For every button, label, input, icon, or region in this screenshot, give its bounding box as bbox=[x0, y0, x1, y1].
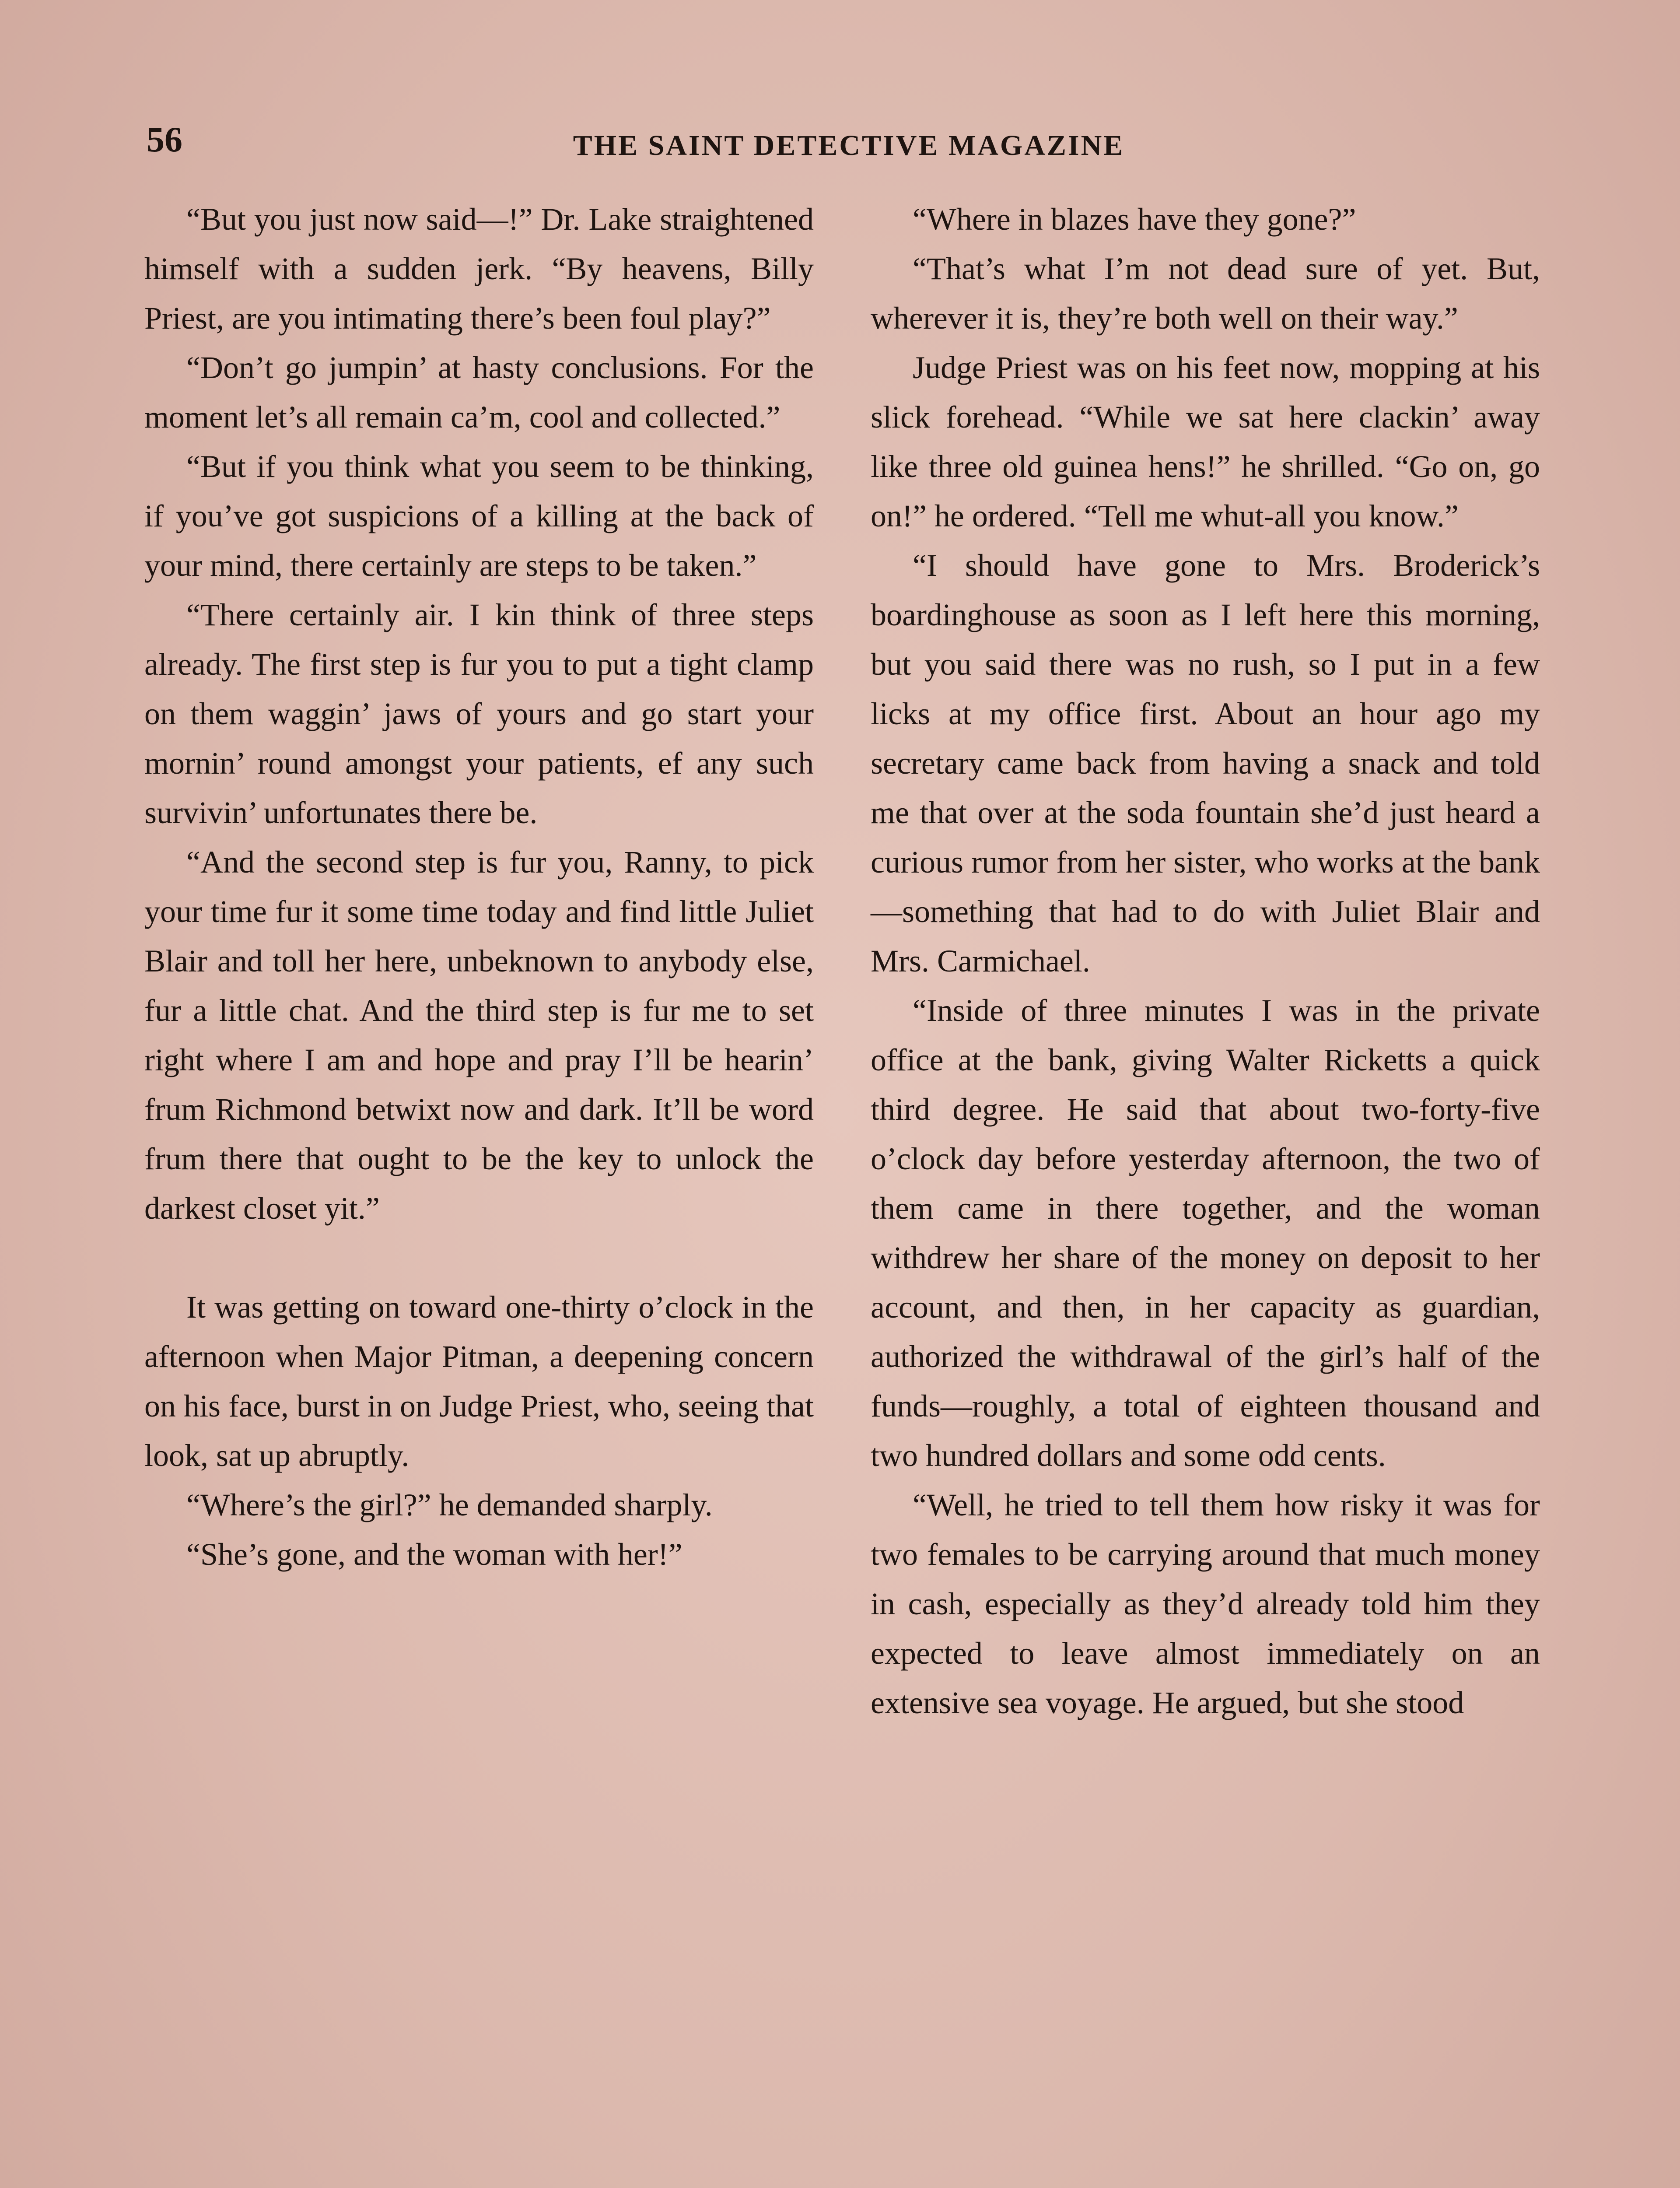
left-column bbox=[144, 195, 814, 1579]
paragraph: “And the second step is fur you, Ranny, to pick your time fur it some time today and find little Juliet Blair and toll her here, unbeknown to anybody else, fur a little chat. And the third step is fur me to set right where I am and hope and pray I’ll be hearin’ frum Richmond betwixt now and dark. It’ll be word frum there that ought to be the key to unlock the darkest closet yit.” bbox=[144, 845, 814, 1226]
paragraph: Judge Priest was on his feet now, mopping at his slick forehead. “While we sat here clackin’ away like three old guinea hens!” he shrilled. “Go on, go on!” he ordered. “Tell me whut-all you know.” bbox=[871, 350, 1540, 533]
right-column bbox=[871, 195, 1540, 1728]
paragraph: “But you just now said—!” Dr. Lake straightened himself with a sudden jerk. “By heavens, Billy Priest, are you intimating there’s been foul play?” bbox=[144, 202, 814, 336]
paragraph: “I should have gone to Mrs. Broderick’s boardinghouse as soon as I left here this morning, but you said there was no rush, so I put in a few licks at my office first. About an hour ago my secretary came back from having a snack and told me that over at the soda fountain she’d just heard a curious rumor from her sister, who works at the bank—something that had to do with Juliet Blair and Mrs. Carmichael. bbox=[871, 548, 1540, 978]
paragraph: It was getting on toward one-thirty o’clock in the afternoon when Major Pitman, a deepening concern on his face, burst in on Judge Priest, who, seeing that look, sat up abruptly. bbox=[144, 1290, 814, 1473]
paragraph: “Well, he tried to tell them how risky it was for two females to be carrying around that much money in cash, especially as they’d already told him they expected to leave almost immediately on an extensive sea voyage. He argued, but she stood bbox=[871, 1487, 1540, 1720]
paragraph: “There certainly air. I kin think of three steps already. The first step is fur you to put a tight clamp on them waggin’ jaws of yours and go start your mornin’ round amongst your patients, ef any such survivin’ unfortunates there be. bbox=[144, 597, 814, 830]
paragraph: “She’s gone, and the woman with her!” bbox=[186, 1537, 682, 1572]
paragraph: “Where in blazes have they gone?” bbox=[913, 202, 1356, 237]
paragraph: “Inside of three minutes I was in the private office at the bank, giving Walter Ricketts a quick third degree. He said that about two-forty-five o’clock day before yesterday afternoon, the two of them came in there together, and the woman withdrew her share of the money on deposit to her account, and then, in her capacity as guardian, authorized the withdrawal of the girl’s half of the funds—roughly, a total of eighteen thousand and two hundred dollars and some odd cents. bbox=[871, 993, 1540, 1473]
paragraph: “That’s what I’m not dead sure of yet. But, wherever it is, they’re both well on their way.” bbox=[871, 251, 1540, 336]
running-head: THE SAINT DETECTIVE MAGAZINE bbox=[573, 130, 1125, 161]
paragraph: “Where’s the girl?” he demanded sharply. bbox=[186, 1487, 713, 1522]
paragraph: “But if you think what you seem to be thinking, if you’ve got suspicions of a killing at the back of your mind, there certainly are steps to be taken.” bbox=[144, 449, 814, 583]
page-number: 56 bbox=[147, 119, 182, 159]
paragraph: “Don’t go jumpin’ at hasty conclusions. For the moment let’s all remain ca’m, cool and collected.” bbox=[144, 350, 814, 435]
